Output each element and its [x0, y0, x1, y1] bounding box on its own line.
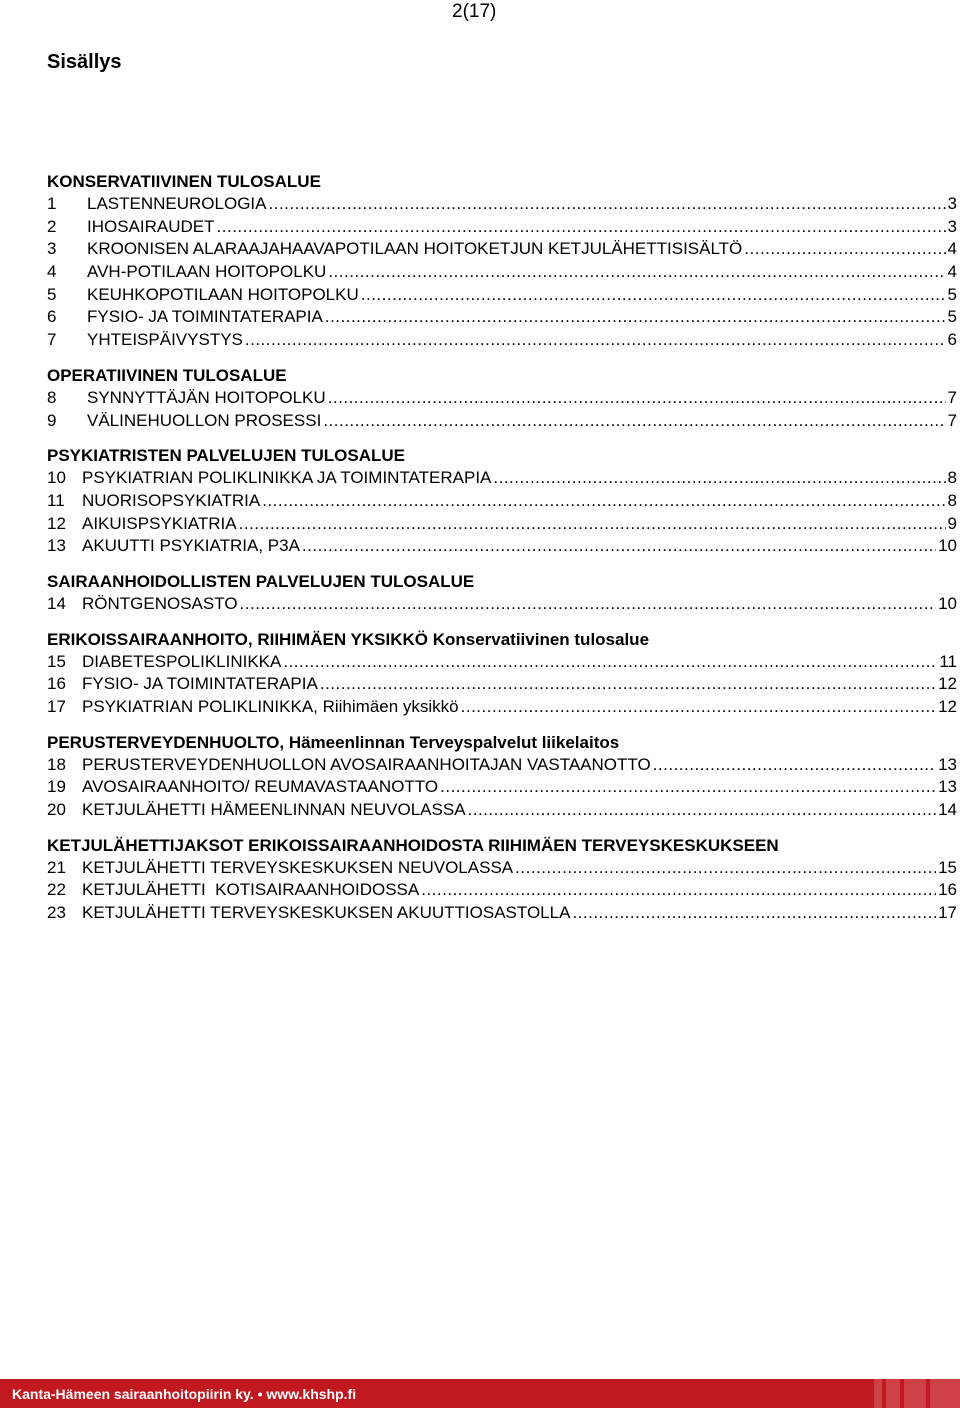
toc-entry-number: 2: [47, 216, 57, 236]
section-heading: OPERATIIVINEN TULOSALUE: [47, 365, 287, 385]
toc-entry-title: IHOSAIRAUDET: [87, 216, 215, 236]
toc-entry[interactable]: [47, 902, 957, 925]
toc-entry-page: 15: [938, 857, 957, 877]
section-heading: SAIRAANHOIDOLLISTEN PALVELUJEN TULOSALUE: [47, 571, 475, 591]
toc-entry-number: 22: [47, 880, 66, 900]
toc-entry-title: AVH-POTILAAN HOITOPOLKU: [87, 262, 327, 282]
toc-entry-page: 4: [947, 239, 957, 259]
toc-entry-title: FYSIO- JA TOIMINTATERAPIA: [82, 674, 318, 694]
toc-entry-number: 17: [47, 697, 66, 716]
toc-entry-number: 20: [47, 800, 66, 820]
toc-entry[interactable]: [47, 696, 957, 719]
toc-entry[interactable]: [47, 216, 957, 239]
toc-entry-number: 1: [47, 194, 57, 213]
toc-entry-title: PERUSTERVEYDENHUOLLON AVOSAIRAANHOITAJAN VASTAANOTTO: [82, 754, 651, 774]
toc-entry-page: 12: [938, 697, 957, 716]
toc-entry-title: KETJULÄHETTI TERVEYSKESKUKSEN NEUVOLASSA: [82, 857, 514, 877]
toc-entry-page: 12: [938, 674, 957, 694]
page-title: Sisällys: [47, 51, 122, 73]
toc-entry-page: 7: [947, 410, 957, 430]
toc-entry-page: 9: [947, 513, 957, 533]
toc-entry-number: 21: [47, 857, 66, 877]
toc-entry-title: AIKUISPSYKIATRIA: [82, 513, 237, 533]
toc-entry-page: 17: [938, 903, 957, 923]
toc-entry-number: 15: [47, 651, 66, 671]
toc-entry-title: PSYKIATRIAN POLIKLINIKKA JA TOIMINTATERAPIA: [82, 468, 492, 488]
toc-entry-number: 19: [47, 777, 66, 797]
toc-entry-title: SYNNYTTÄJÄN HOITOPOLKU: [87, 387, 326, 407]
toc-entry-title: VÄLINEHUOLLON PROSESSI: [87, 410, 322, 430]
footer-band: [0, 1379, 960, 1408]
toc-entry-title: FYSIO- JA TOIMINTATERAPIA: [87, 307, 323, 327]
dot-leader: [328, 261, 945, 284]
toc-entry-number: 8: [47, 387, 57, 407]
dot-leader: [320, 673, 936, 696]
toc-entry-number: 16: [47, 674, 66, 694]
toc-section: [47, 445, 957, 558]
toc-entry[interactable]: [47, 193, 957, 216]
section-heading: KETJULÄHETTIJAKSOT ERIKOISSAIRAANHOIDOSTA RIIHIMÄEN TERVEYSKESKUKSEEN: [47, 835, 779, 855]
table-of-contents: [47, 171, 957, 938]
toc-entry-page: 10: [938, 536, 957, 556]
dot-leader: [240, 593, 937, 616]
dot-leader: [269, 193, 946, 216]
toc-entry-page: 6: [947, 330, 957, 350]
toc-entry[interactable]: [47, 673, 957, 696]
toc-entry[interactable]: [47, 513, 957, 536]
toc-entry-title: DIABETESPOLIKLINIKKA: [82, 651, 282, 671]
toc-entry-title: KETJULÄHETTI HÄMEENLINNAN NEUVOLASSA: [82, 800, 466, 820]
toc-entry-title: AKUUTTI PSYKIATRIA, P3A: [82, 536, 300, 556]
dot-leader: [302, 535, 936, 558]
dot-leader: [325, 306, 946, 329]
section-heading: ERIKOISSAIRAANHOITO, RIIHIMÄEN YKSIKKÖ Konservatiivinen tulosalue: [47, 629, 650, 649]
toc-entry[interactable]: [47, 593, 957, 616]
toc-section: [47, 732, 957, 822]
toc-entry-page: 8: [947, 468, 957, 488]
dot-leader: [421, 879, 936, 902]
dot-leader: [493, 467, 945, 490]
toc-section: [47, 835, 957, 925]
toc-entry[interactable]: [47, 306, 957, 329]
toc-entry-page: 13: [938, 754, 957, 774]
dot-leader: [239, 513, 946, 536]
dot-leader: [217, 216, 946, 239]
dot-leader: [440, 776, 936, 799]
toc-entry[interactable]: [47, 284, 957, 307]
toc-entry-page: 4: [947, 262, 957, 282]
toc-entry-page: 16: [938, 880, 957, 900]
page-number: 2(17): [452, 1, 497, 22]
dot-leader: [323, 410, 945, 433]
toc-entry-number: 13: [47, 536, 66, 556]
dot-leader: [262, 490, 945, 513]
section-heading: PSYKIATRISTEN PALVELUJEN TULOSALUE: [47, 446, 405, 466]
dot-leader: [653, 754, 936, 777]
toc-entry-number: 18: [47, 754, 66, 774]
dot-leader: [572, 902, 936, 925]
toc-entry[interactable]: [47, 387, 957, 410]
toc-entry-number: 12: [47, 513, 66, 533]
dot-leader: [744, 238, 945, 261]
toc-entry-number: 14: [47, 593, 66, 613]
dot-leader: [461, 696, 936, 719]
toc-entry[interactable]: [47, 651, 957, 674]
toc-section: [47, 629, 957, 719]
toc-entry-page: 7: [947, 387, 957, 407]
toc-entry-title: KROONISEN ALARAAJAHAAVAPOTILAAN HOITOKETJUN KETJULÄHETTISISÄLTÖ: [87, 239, 743, 259]
dot-leader: [361, 284, 946, 307]
toc-entry-number: 6: [47, 307, 57, 327]
section-heading: PERUSTERVEYDENHUOLTO, Hämeenlinnan Terveyspalvelut liikelaitos: [47, 732, 620, 752]
toc-entry[interactable]: [47, 535, 957, 558]
dot-leader: [245, 329, 946, 352]
toc-entry-title: LASTENNEUROLOGIA: [87, 194, 267, 213]
toc-entry-title: AVOSAIRAANHOITO/ REUMAVASTAANOTTO: [82, 777, 439, 797]
footer-text: Kanta-Hämeen sairaanhoitopiirin ky. • www.khshp.fi: [12, 1385, 357, 1402]
toc-entry-page: 5: [947, 284, 957, 304]
dot-leader: [328, 387, 946, 410]
toc-entry-number: 9: [47, 410, 57, 430]
toc-section: [47, 365, 957, 432]
toc-entry[interactable]: [47, 776, 957, 799]
toc-entry[interactable]: [47, 238, 957, 261]
toc-entry-number: 3: [47, 239, 57, 259]
dot-leader: [283, 651, 937, 674]
footer-decoration: [870, 1379, 960, 1408]
toc-entry[interactable]: [47, 879, 957, 902]
toc-entry[interactable]: [47, 799, 957, 822]
toc-entry-number: 5: [47, 284, 57, 304]
toc-entry-number: 10: [47, 468, 66, 488]
toc-entry-page: 8: [947, 490, 957, 510]
toc-entry-title: YHTEISPÄIVYSTYS: [87, 330, 243, 350]
toc-section: [47, 571, 957, 616]
toc-entry-number: 7: [47, 330, 57, 350]
toc-entry-title: PSYKIATRIAN POLIKLINIKKA, Riihimäen yksikkö: [82, 697, 459, 716]
toc-entry[interactable]: [47, 329, 957, 352]
toc-entry-page: 3: [947, 216, 957, 236]
toc-entry-number: 23: [47, 903, 66, 923]
toc-entry-page: 14: [938, 800, 957, 820]
section-heading: KONSERVATIIVINEN TULOSALUE: [47, 172, 321, 191]
toc-entry[interactable]: [47, 754, 957, 777]
toc-entry[interactable]: [47, 261, 957, 284]
toc-entry-page: 11: [939, 651, 957, 671]
dot-leader: [468, 799, 937, 822]
toc-entry[interactable]: [47, 857, 957, 880]
dot-leader: [515, 857, 936, 880]
toc-entry-page: 3: [947, 194, 957, 213]
toc-entry-title: KETJULÄHETTI KOTISAIRAANHOIDOSSA: [82, 880, 420, 900]
toc-entry-page: 13: [938, 777, 957, 797]
toc-entry-title: KEUHKOPOTILAAN HOITOPOLKU: [87, 284, 359, 304]
toc-entry-title: RÖNTGENOSASTO: [82, 593, 238, 613]
toc-entry-title: NUORISOPSYKIATRIA: [82, 490, 261, 510]
toc-entry-page: 5: [947, 307, 957, 327]
toc-entry[interactable]: [47, 467, 957, 490]
toc-section: [47, 171, 957, 352]
toc-entry[interactable]: [47, 490, 957, 513]
toc-entry-title: KETJULÄHETTI TERVEYSKESKUKSEN AKUUTTIOSASTOLLA: [82, 903, 571, 923]
toc-entry[interactable]: [47, 410, 957, 433]
toc-entry-page: 10: [938, 593, 957, 613]
toc-entry-number: 11: [47, 490, 65, 510]
toc-entry-number: 4: [47, 262, 57, 282]
